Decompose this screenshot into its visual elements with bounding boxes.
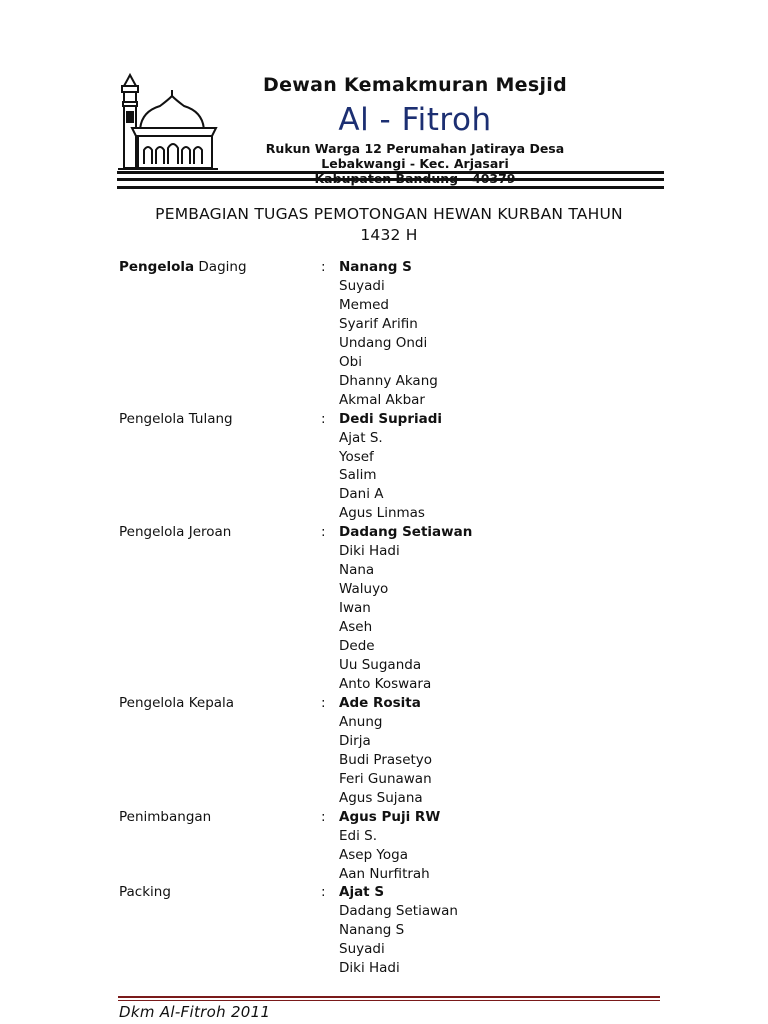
role-colon: : (321, 808, 326, 825)
role-member: Iwan (339, 600, 371, 617)
role-colon: : (321, 410, 326, 427)
role-member: Suyadi (339, 941, 385, 958)
role-member: Nana (339, 562, 375, 579)
role-member: Nanang S (339, 922, 405, 939)
task-assignment-list (119, 258, 679, 978)
role-member: Memed (339, 296, 389, 313)
role-lead: Agus Puji RW (339, 808, 441, 825)
role-members (339, 883, 679, 978)
role-members (339, 258, 679, 410)
role-label (119, 410, 321, 524)
role-label (119, 523, 321, 694)
role-member: Aseh (339, 619, 373, 636)
document-title (110, 204, 668, 246)
role-members (339, 523, 679, 694)
role-label (119, 883, 321, 978)
role-member: Obi (339, 353, 362, 370)
role-member: Aan Nurfitrah (339, 865, 430, 882)
role-member: Anto Koswara (339, 675, 432, 692)
role-member: Salim (339, 467, 377, 484)
role-label (119, 808, 321, 884)
role-colon: : (321, 524, 326, 541)
role-member: Dede (339, 638, 375, 655)
title-line-1: PEMBAGIAN TUGAS PEMOTONGAN HEWAN KURBAN TAHUN (155, 205, 623, 223)
role-label (119, 694, 321, 808)
role-label (119, 258, 321, 410)
header-rule-2 (117, 178, 664, 181)
role-member: Dadang Setiawan (339, 903, 458, 920)
role-member: Dirja (339, 732, 371, 749)
role-member: Asep Yoga (339, 846, 408, 863)
role-member: Agus Sujana (339, 789, 423, 806)
address-line-2: Lebakwangi - Kec. Arjasari (321, 156, 509, 171)
role-member: Dani A (339, 486, 384, 503)
footer-rule-1 (118, 996, 660, 998)
role-row (119, 523, 679, 694)
header-rule-1 (117, 171, 664, 174)
role-row (119, 258, 679, 410)
org-name: Dewan Kemakmuran Mesjid (263, 74, 567, 96)
role-label-text: Penimbangan (119, 808, 212, 825)
role-members (339, 694, 679, 808)
role-member: Diki Hadi (339, 543, 400, 560)
role-member: Syarif Arifin (339, 315, 418, 332)
role-member: Feri Gunawan (339, 770, 432, 787)
role-row (119, 410, 679, 524)
footer-text: Dkm Al-Fitroh 2011 (119, 1003, 271, 1021)
role-members (339, 410, 679, 524)
role-label-text: Packing (119, 884, 171, 901)
role-member: Edi S. (339, 827, 378, 844)
role-member: Yosef (339, 448, 374, 465)
role-colon: : (321, 259, 326, 275)
role-member: Dhanny Akang (339, 372, 438, 389)
role-lead: Ade Rosita (339, 694, 421, 711)
role-lead: Ajat S (339, 884, 385, 901)
role-lead: Dedi Supriadi (339, 410, 443, 427)
role-member: Suyadi (339, 277, 385, 294)
role-row (119, 694, 679, 808)
role-label-text: Pengelola Tulang (119, 410, 233, 427)
role-label-text: Pengelola Jeroan (119, 524, 232, 541)
role-label-text: Daging (194, 259, 247, 275)
role-member: Agus Linmas (339, 505, 425, 522)
role-row (119, 883, 679, 978)
role-member: Diki Hadi (339, 960, 400, 977)
header-rule-3 (117, 186, 664, 189)
role-row (119, 808, 679, 884)
role-member: Anung (339, 713, 383, 730)
role-label-text: Pengelola Kepala (119, 694, 235, 711)
role-colon: : (321, 884, 326, 901)
mosque-icon (116, 72, 220, 172)
mosque-name: Al - Fitroh (338, 102, 492, 138)
role-member: Undang Ondi (339, 334, 428, 351)
role-member: Ajat S. (339, 429, 383, 446)
role-label-bold: Pengelola (119, 259, 195, 275)
role-member: Waluyo (339, 581, 389, 598)
role-member: Budi Prasetyo (339, 751, 433, 768)
role-member: Akmal Akbar (339, 391, 425, 408)
role-lead: Dadang Setiawan (339, 524, 473, 541)
role-lead: Nanang S (339, 259, 412, 275)
role-members (339, 808, 679, 884)
address-line-1: Rukun Warga 12 Perumahan Jatiraya Desa (265, 141, 565, 156)
title-line-2: 1432 H (360, 226, 418, 244)
role-member: Uu Suganda (339, 657, 422, 674)
footer-rule-2 (118, 1000, 660, 1001)
role-colon: : (321, 694, 326, 711)
